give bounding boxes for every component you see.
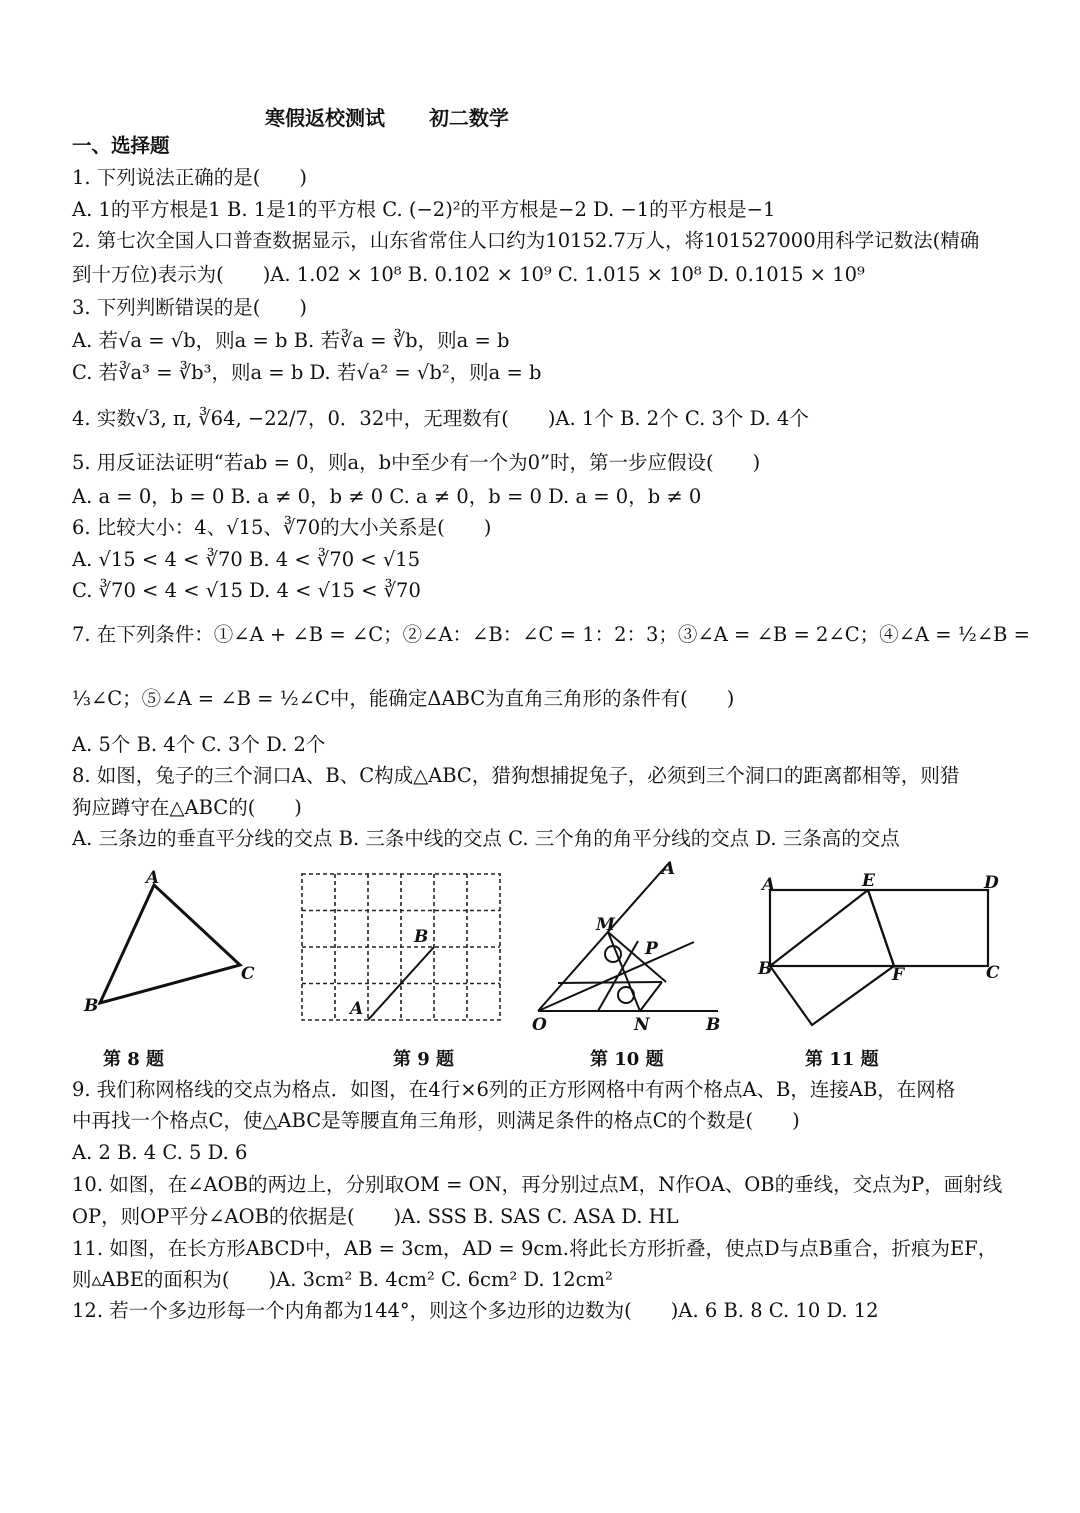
caption-fig10: 第 10 题 (590, 1049, 664, 1070)
figure-11-rectangle (758, 870, 1008, 1040)
q11-stem-2: 则▵ABE的面积为( )A. 3cm² B. 4cm² C. 6cm² D. 12cm² (72, 1268, 613, 1291)
caption-fig11: 第 11 题 (805, 1049, 879, 1070)
q2-options: 到十万位)表示为( )A. 1.02 × 10⁸ B. 0.102 × 10⁹ C. 1.015 × 10⁸ D. 0.1015 × 10⁹ (72, 263, 865, 286)
q6-stem: 6. 比较大小：4、√15、∛70的大小关系是( ) (72, 516, 492, 539)
fig11-label-d: D (984, 873, 999, 893)
q10-stem-2: OP，则OP平分∠AOB的依据是( )A. SSS B. SAS C. ASA D. HL (72, 1205, 679, 1228)
q1-options: A. 1的平方根是1 B. 1是1的平方根 C. (−2)²的平方根是−2 D. −1的平方根是−1 (72, 198, 776, 221)
q5-options: A. a = 0，b = 0 B. a ≠ 0，b ≠ 0 C. a ≠ 0，b = 0 D. a = 0，b ≠ 0 (72, 485, 702, 508)
q3-options-cd: C. 若∛a³ = ∛b³，则a = b D. 若√a² = √b²，则a = b (72, 361, 542, 384)
q5-stem: 5. 用反证法证明“若ab = 0，则a，b中至少有一个为0”时，第一步应假设( ) (72, 451, 761, 474)
q4-text: 4. 实数√3, π, ∛64, −22/7，0．32中，无理数有( )A. 1个 B. 2个 C. 3个 D. 4个 (72, 407, 809, 430)
q9-stem-1: 9. 我们称网格线的交点为格点．如图，在4行×6列的正方形网格中有两个格点A、B，连接AB，在网格 (72, 1078, 956, 1101)
q1-stem: 1. 下列说法正确的是( ) (72, 166, 308, 189)
q3-options-ab: A. 若√a = √b，则a = b B. 若∛a = ∛b，则a = b (72, 329, 510, 352)
caption-fig9: 第 9 题 (393, 1049, 455, 1070)
fig10-label-a: A (662, 859, 676, 879)
fig11-label-e: E (862, 871, 875, 891)
fig11-label-b: B (758, 959, 773, 979)
section-heading: 一、选择题 (72, 134, 170, 157)
q10-stem-1: 10. 如图，在∠AOB的两边上，分别取OM = ON，再分别过点M，N作OA、OB的垂线，交点为P，画射线 (72, 1173, 1003, 1196)
q2-stem: 2. 第七次全国人口普查数据显示，山东省常住人口约为10152.7万人，将101527000用科学记数法(精确 (72, 229, 980, 252)
q9-options: A. 2 B. 4 C. 5 D. 6 (72, 1141, 248, 1164)
fig10-label-p: P (645, 939, 658, 959)
q11-stem-1: 11. 如图，在长方形ABCD中，AB = 3cm，AD = 9cm.将此长方形折叠，使点D与点B重合，折痕为EF， (72, 1237, 998, 1260)
figure-10-angle (528, 858, 728, 1038)
q6-options-ab: A. √15 < 4 < ∛70 B. 4 < ∛70 < √15 (72, 548, 421, 571)
title-exam: 寒假返校测试 (265, 106, 385, 130)
fig9-label-b: B (414, 927, 429, 947)
fig10-label-m: M (596, 915, 615, 935)
fig11-label-c: C (986, 963, 1000, 983)
figure-9-grid (300, 872, 505, 1027)
fig11-label-f: F (892, 965, 905, 985)
fig11-label-a: A (762, 875, 776, 895)
caption-fig8: 第 8 题 (103, 1049, 165, 1070)
figure-8-triangle (80, 865, 270, 1025)
fig8-label-b: B (84, 996, 99, 1016)
q7-stem-1: 7. 在下列条件：①∠A + ∠B = ∠C；②∠A：∠B：∠C = 1：2：3；③∠A = ∠B = 2∠C；④∠A = ½∠B = (72, 623, 1030, 646)
fig8-label-c: C (241, 964, 255, 984)
q8-stem-2: 狗应蹲守在△ABC的( ) (72, 796, 302, 819)
q8-options: A. 三条边的垂直平分线的交点 B. 三条中线的交点 C. 三个角的角平分线的交点 D. 三条高的交点 (72, 827, 900, 850)
q8-stem-1: 8. 如图，兔子的三个洞口A、B、C构成△ABC，猎狗想捕捉兔子，必须到三个洞口的距离都相等，则猎 (72, 764, 960, 787)
q6-options-cd: C. ∛70 < 4 < √15 D. 4 < √15 < ∛70 (72, 579, 421, 602)
q12-text: 12. 若一个多边形每一个内角都为144°，则这个多边形的边数为( )A. 6 B. 8 C. 10 D. 12 (72, 1299, 879, 1322)
fig9-label-a: A (350, 999, 364, 1019)
q3-stem: 3. 下列判断错误的是( ) (72, 296, 308, 319)
q7-options: A. 5个 B. 4个 C. 3个 D. 2个 (72, 733, 326, 756)
q7-stem-2: ⅓∠C；⑤∠A = ∠B = ½∠C中，能确定ΔABC为直角三角形的条件有( ) (72, 687, 735, 710)
q9-stem-2: 中再找一个格点C，使△ABC是等腰直角三角形，则满足条件的格点C的个数是( ) (72, 1109, 800, 1132)
page-title (265, 102, 509, 131)
fig10-label-n: N (634, 1015, 650, 1035)
fig10-label-b: B (706, 1015, 721, 1035)
title-subject: 初二数学 (428, 106, 509, 130)
fig8-label-a: A (146, 868, 160, 888)
fig10-label-o: O (532, 1015, 547, 1035)
